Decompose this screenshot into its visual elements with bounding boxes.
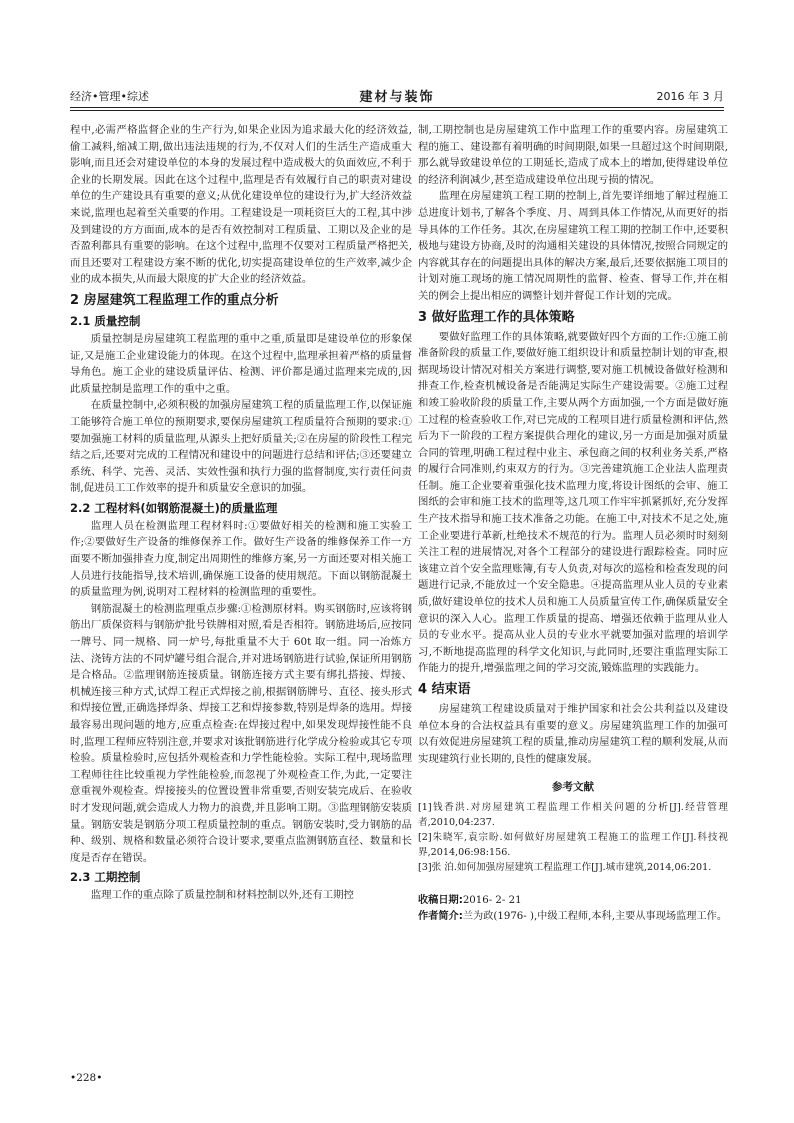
section-heading-3: 3 做好监理工作的具体策略 bbox=[418, 309, 575, 325]
received-label: 收稿日期: bbox=[418, 894, 463, 906]
page-number: •228• bbox=[70, 1072, 103, 1084]
left-column bbox=[70, 122, 412, 904]
paragraph: 制,工期控制也是房屋建筑工作中监理工作的重要内容。房屋建筑工程的施工、建设都有着明确的时间期限,如果一旦超过这个时间期限,那么就导致建设单位的工期延长,造成了成本上的增加,使得建设单位的经济利润减少,甚至造成建设单位出现亏损的情况。 bbox=[418, 124, 728, 186]
subsection-heading-2-3: 2.3 工期控制 bbox=[70, 870, 141, 885]
paragraph: 钢筋混凝土的检测监理重点步骤:①检测原材料。购买钢筋时,应该将钢筋出厂质保资料与钢筋炉批号铁牌相对照,看是否相符。钢筋进场后,应按同一牌号、同一规格、同一炉号,每批重量不大于 60t 取一组。同一冶炼方法、浇铸方法的不同炉罐号组合混合,并对进场钢筋进行试验,保证所用钢筋是合格品。②监理钢筋连接质量。钢筋连接方式主要有绑扎搭接、焊接、机械连接三种方式,试焊工程正式焊接之前,根据钢筋牌号、直径、接头形式和焊接位置,正确选择焊条、焊接工艺和焊接参数,特别是焊条的选用。焊接最容易出现问题的地方,应重点检查:在焊接过程中,如果发现焊接性能不良时,监理工程师应特别注意,并要求对该批钢筋进行化学成分检验或其它专项检验。质量检验时,应包括外观检查和力学性能检验。实际工程中,现场监理工程师往往比较重视力学性能检验,而忽视了外观检查工作,为此,一定要注意重视外观检查。焊接接头的位置设置非常重要,否则安装完成后、在验收时才发现问题,就会造成人力物力的浪费,并且影响工期。③监理钢筋安装质量。钢筋安装是钢筋分项工程质量控制的重点。钢筋安装时,受力钢筋的品种、级别、规格和数量必须符合设计要求,要重点监测钢筋直径、数量和长度是否存在错误。 bbox=[70, 602, 412, 864]
author-label: 作者简介: bbox=[418, 910, 463, 922]
paragraph: 监理人员在检测监理工程材料时:①要做好相关的检测和施工实验工作;②要做好生产设备的维修保养工作。做好生产设备的维修保养工作一方面要不断加强排查力度,制定出周期性的维修方案,另一方面还要对相关施工人员进行技能指导,技术培训,确保施工设备的使用规范。下面以钢筋混凝土的质量监理为例,说明对工程材料的检测监理的重要性。 bbox=[70, 519, 412, 599]
section-heading-2: 2 房屋建筑工程监理工作的重点分析 bbox=[70, 292, 279, 308]
reference-item: [3]张 泊.如何加强房屋建筑工程监理工作[J].城市建筑,2014,06:201. bbox=[418, 861, 712, 873]
right-column bbox=[418, 122, 728, 925]
running-header bbox=[70, 85, 724, 105]
subsection-heading-2-2: 2.2 工程材料(如钢筋混凝土)的质量监理 bbox=[70, 500, 278, 515]
reference-item: [1]钱香洪.对房屋建筑工程监理工作相关问题的分析[J].经营管理者,2010,04:237. bbox=[418, 801, 728, 828]
paragraph: 监理在房屋建筑工程工期的控制上,首先要详细地了解过程施工总进度计划书,了解各个季度、月、周到具体工作情况,从而更好的指导具体的工作任务。其次,在房屋建筑工程工期的控制工作中,还要积极地与建设方协商,及时的沟通相关建设的具体情况,按照合同规定的内容就其存在的问题提出具体的解决方案,最后,还要依据施工项目的计划对施工现场的施工情况周期性的监督、检查、督导工作,并在相关的例会上提出相应的调整计划并督促工作计划的完成。 bbox=[418, 190, 728, 302]
paragraph: 程中,必需严格监督企业的生产行为,如果企业因为追求最大化的经济效益,偷工减料,缩减工期,做出违法违规的行为,不仅对人们的生活生产造成重大影响,而且还会对建设单位的本身的发展过程中造成极大的负面效应,不利于企业的长期发展。因此在这个过程中,监理是否有效履行自己的职责对建设单位的生产建设具有重要的意义;从优化建设单位的建设行为,扩大经济效益来说,监理也起着至关重要的作用。工程建设是一项耗资巨大的工程,其中涉及到建设的方方面面,成本的是否有效控制对工程质量、工期以及企业的是否盈利都具有重要的影响。在这个过程中,监理不仅要对工程质量严格把关,而且还要对工程建设方案不断的优化,切实提高建设单位的生产效率,减少企业的成本损失,从而最大限度的扩大企业的经济效益。 bbox=[70, 124, 412, 286]
author-value: 兰为政(1976- ),中级工程师,本科,主要从事现场监理工作。 bbox=[462, 910, 728, 922]
received-date bbox=[418, 893, 728, 909]
references-title: 参考文献 bbox=[552, 781, 594, 794]
paragraph: 在质量控制中,必须积极的加强房屋建筑工程的质量监理工作,以保证施工能够符合施工单位的预期要求,要保房屋建筑工程质量符合预期的要求:①要加强施工材料的质量监理,从源头上把好质量关;②在房屋的阶段性工程完结之后,还要对完成的工程情况和建设中的问题进行总结和评估;③还要建立系统、科学、完善、灵活、实效性强和执行力强的监督制度,实行责任问责制,促进员工工作效率的提升和质量安全意识的加强。 bbox=[70, 399, 412, 495]
paragraph: 监理工作的重点除了质量控制和材料控制以外,还有工期控 bbox=[90, 889, 354, 902]
article-meta bbox=[418, 893, 728, 925]
header-rule-thin bbox=[70, 110, 724, 111]
header-rule bbox=[70, 107, 724, 108]
paragraph: 要做好监理工作的具体策略,就要做好四个方面的工作:①施工前准备阶段的质量工作,要做好施工组织设计和质量控制计划的审查,根据现场设计情况对相关方案进行调整,要对施工机械设备做好检测和排查工作,检查机械设备是否能满足实际生产建设需要。②施工过程和竣工验收阶段的质量工作,主要从两个方面加强,一个方面是做好施工过程的检查验收工作,对已完成的工程项目进行质量检测和评估,然后为下一阶段的工程方案提供合理化的建议,另一方面是加强对质量合同的管理,明确工程过程中业主、承包商之间的权利业务关系,严格的履行合同准则,约束双方的行为。③完善建筑施工企业法人监理责任制。施工企业要着重强化技术监理力度,将设计图纸的会审、施工图纸的会审和施工技术的监理等,这几项工作牢牢抓紧抓好,充分发挥生产技术指导和施工技术准备之功能。在施工中,对技术不足之处,施工企业要进行革新,杜绝技术不规范的行为。监理人员必须时时刻刻关注工程的进展情况,对各个工程部分的建设进行跟踪检查。同时应该建立首个安全监理账簿,有专人负责,对每次的巡检和检查发现的问题进行记录,不能放过一个安全隐患。④提高监理从业人员的专业素质,做好建设单位的技术人员和施工人员质量宣传工作,确保质量安全意识的深入人心。监理工作质量的提高、增强还依赖于监理从业人员的专业水平。提高从业人员的专业水平就要加强对监理的培训学习,不断地提高监理的科学文化知识,与此同时,还要注重监理实际工作能力的提升,增强监理之间的学习交流,锻炼监理的实践能力。 bbox=[418, 330, 728, 675]
paragraph: 房屋建筑工程建设质量对于维护国家和社会公共利益以及建设单位本身的合法权益具有重要的意义。房屋建筑监理工作的加强可以有效促进房屋建筑工程的质量,推动房屋建筑工程的顺利发展,从而实现建筑行业长期的,良性的健康发展。 bbox=[418, 703, 728, 765]
journal-title: 建材与装饰 bbox=[359, 90, 435, 105]
received-value: 2016- 2- 21 bbox=[462, 894, 522, 906]
header-section: 经济•管理•综述 bbox=[70, 90, 149, 103]
subsection-heading-2-1: 2.1 质量控制 bbox=[70, 313, 141, 328]
paragraph: 质量控制是房屋建筑工程监理的重中之重,质量即是建设单位的形象保证,又是施工企业建设能力的体现。在这个过程中,监理承担着严格的质量督导角色。施工企业的建设质量评估、检测、评价都是通过监理来完成的,因此质量控制是监理工作的重中之重。 bbox=[70, 332, 412, 395]
section-heading-4: 4 结束语 bbox=[418, 682, 471, 697]
header-date: 2016 年 3 月 bbox=[656, 90, 724, 103]
reference-item: [2]朱晓军,袁宗盼.如何做好房屋建筑工程施工的监理工作[J].科技视界,2014,06:98:156. bbox=[418, 831, 728, 858]
author-info bbox=[418, 909, 728, 925]
